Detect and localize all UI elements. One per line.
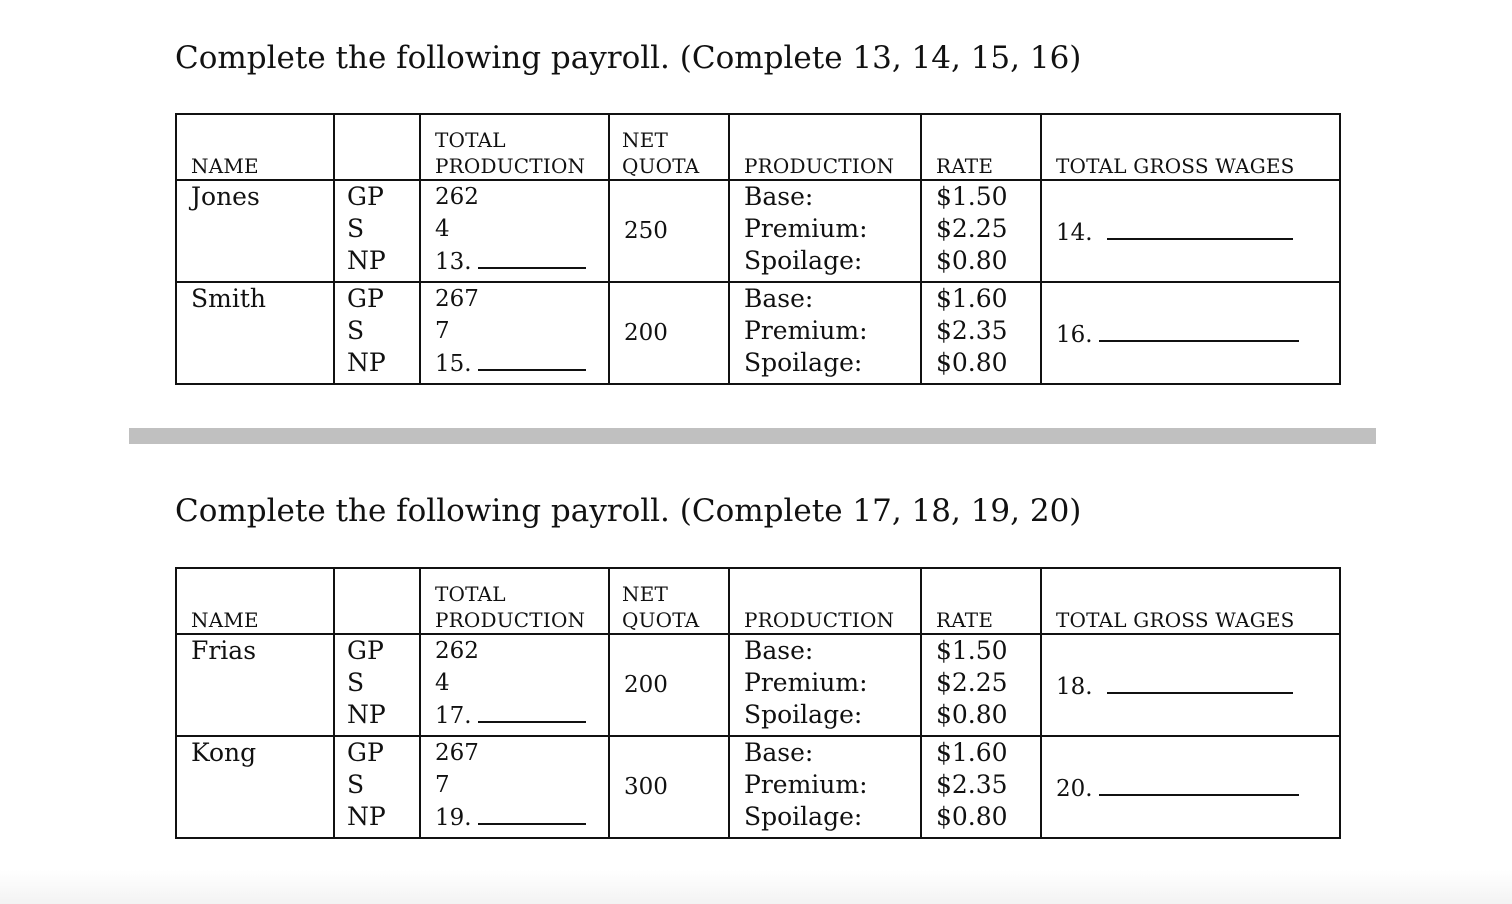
code-np: NP bbox=[347, 700, 386, 729]
np-answer-line[interactable] bbox=[435, 347, 608, 380]
payroll-1-table bbox=[175, 113, 1341, 385]
gp-value: 262 bbox=[435, 638, 479, 664]
np-label: 13. bbox=[435, 249, 472, 275]
table-row bbox=[176, 634, 1340, 736]
header-total-production bbox=[420, 568, 609, 634]
header-total-production-line2: PRODUCTION bbox=[435, 608, 586, 632]
gross-blank[interactable] bbox=[1107, 670, 1293, 694]
rate-premium: $2.35 bbox=[936, 316, 1008, 345]
np-blank[interactable] bbox=[478, 699, 586, 723]
total-production-values bbox=[420, 180, 609, 282]
type-spoilage: Spoilage: bbox=[744, 700, 863, 729]
employee-name: Frias bbox=[176, 634, 334, 736]
type-base: Base: bbox=[744, 636, 814, 665]
rate-spoilage: $0.80 bbox=[936, 802, 1008, 831]
np-label: 15. bbox=[435, 351, 472, 377]
section-divider bbox=[129, 428, 1376, 444]
type-spoilage: Spoilage: bbox=[744, 246, 863, 275]
total-production-values bbox=[420, 634, 609, 736]
net-quota-value: 300 bbox=[609, 736, 729, 838]
rates bbox=[921, 180, 1041, 282]
np-answer-line[interactable] bbox=[435, 245, 608, 278]
net-quota-value: 200 bbox=[609, 634, 729, 736]
rates bbox=[921, 282, 1041, 384]
s-value: 4 bbox=[435, 216, 450, 242]
header-total-gross-wages: TOTAL GROSS WAGES bbox=[1041, 568, 1340, 634]
header-total-gross-wages: TOTAL GROSS WAGES bbox=[1041, 114, 1340, 180]
header-net-quota bbox=[609, 568, 729, 634]
header-total-production-line2: PRODUCTION bbox=[435, 154, 586, 178]
header-net-quota bbox=[609, 114, 729, 180]
page-bottom-shade bbox=[0, 870, 1512, 904]
payroll-1-heading: Complete the following payroll. (Complete 13, 14, 15, 16) bbox=[175, 40, 1082, 76]
header-net-quota-line2: QUOTA bbox=[622, 608, 700, 632]
header-row bbox=[176, 114, 1340, 180]
type-base: Base: bbox=[744, 284, 814, 313]
type-base: Base: bbox=[744, 182, 814, 211]
rates bbox=[921, 736, 1041, 838]
type-premium: Premium: bbox=[744, 316, 868, 345]
production-codes bbox=[334, 282, 420, 384]
rate-base: $1.50 bbox=[936, 636, 1008, 665]
header-rate: RATE bbox=[921, 568, 1041, 634]
header-row bbox=[176, 568, 1340, 634]
production-types bbox=[729, 634, 921, 736]
gross-wages-answer[interactable] bbox=[1041, 282, 1340, 384]
type-premium: Premium: bbox=[744, 668, 868, 697]
employee-name: Jones bbox=[176, 180, 334, 282]
gross-label: 18. bbox=[1056, 674, 1093, 700]
code-gp: GP bbox=[347, 284, 384, 313]
rate-spoilage: $0.80 bbox=[936, 700, 1008, 729]
code-s: S bbox=[347, 316, 365, 345]
code-np: NP bbox=[347, 348, 386, 377]
rates bbox=[921, 634, 1041, 736]
gross-label: 16. bbox=[1056, 322, 1093, 348]
gp-value: 267 bbox=[435, 740, 479, 766]
header-total-production-line1: TOTAL bbox=[435, 128, 506, 152]
type-premium: Premium: bbox=[744, 770, 868, 799]
np-label: 17. bbox=[435, 703, 472, 729]
type-premium: Premium: bbox=[744, 214, 868, 243]
code-s: S bbox=[347, 214, 365, 243]
header-code bbox=[334, 114, 420, 180]
production-codes bbox=[334, 180, 420, 282]
gross-wages-answer[interactable] bbox=[1041, 634, 1340, 736]
table-row bbox=[176, 282, 1340, 384]
payroll-2-heading: Complete the following payroll. (Complete 17, 18, 19, 20) bbox=[175, 493, 1082, 529]
gross-wages-answer[interactable] bbox=[1041, 180, 1340, 282]
code-s: S bbox=[347, 770, 365, 799]
np-blank[interactable] bbox=[478, 245, 586, 269]
s-value: 4 bbox=[435, 670, 450, 696]
header-net-quota-line1: NET bbox=[622, 128, 669, 152]
production-types bbox=[729, 736, 921, 838]
gross-wages-answer[interactable] bbox=[1041, 736, 1340, 838]
rate-spoilage: $0.80 bbox=[936, 348, 1008, 377]
payroll-2-table bbox=[175, 567, 1341, 839]
np-blank[interactable] bbox=[478, 347, 586, 371]
rate-premium: $2.25 bbox=[936, 214, 1008, 243]
s-value: 7 bbox=[435, 318, 450, 344]
header-total-production bbox=[420, 114, 609, 180]
production-types bbox=[729, 180, 921, 282]
total-production-values bbox=[420, 282, 609, 384]
code-gp: GP bbox=[347, 636, 384, 665]
gross-blank[interactable] bbox=[1099, 772, 1299, 796]
rate-base: $1.60 bbox=[936, 738, 1008, 767]
code-np: NP bbox=[347, 246, 386, 275]
rate-base: $1.60 bbox=[936, 284, 1008, 313]
type-spoilage: Spoilage: bbox=[744, 348, 863, 377]
header-production: PRODUCTION bbox=[729, 568, 921, 634]
type-base: Base: bbox=[744, 738, 814, 767]
production-codes bbox=[334, 736, 420, 838]
employee-name: Kong bbox=[176, 736, 334, 838]
code-s: S bbox=[347, 668, 365, 697]
code-np: NP bbox=[347, 802, 386, 831]
rate-premium: $2.35 bbox=[936, 770, 1008, 799]
rate-base: $1.50 bbox=[936, 182, 1008, 211]
header-rate: RATE bbox=[921, 114, 1041, 180]
production-types bbox=[729, 282, 921, 384]
gp-value: 262 bbox=[435, 184, 479, 210]
np-label: 19. bbox=[435, 805, 472, 831]
total-production-values bbox=[420, 736, 609, 838]
gp-value: 267 bbox=[435, 286, 479, 312]
np-answer-line[interactable] bbox=[435, 801, 608, 834]
table-row bbox=[176, 736, 1340, 838]
gross-label: 14. bbox=[1056, 220, 1093, 246]
header-net-quota-line2: QUOTA bbox=[622, 154, 700, 178]
gross-blank[interactable] bbox=[1099, 318, 1299, 342]
s-value: 7 bbox=[435, 772, 450, 798]
gross-blank[interactable] bbox=[1107, 216, 1293, 240]
code-gp: GP bbox=[347, 738, 384, 767]
production-codes bbox=[334, 634, 420, 736]
header-net-quota-line1: NET bbox=[622, 582, 669, 606]
gross-label: 20. bbox=[1056, 776, 1093, 802]
rate-premium: $2.25 bbox=[936, 668, 1008, 697]
rate-spoilage: $0.80 bbox=[936, 246, 1008, 275]
type-spoilage: Spoilage: bbox=[744, 802, 863, 831]
np-answer-line[interactable] bbox=[435, 699, 608, 732]
header-total-production-line1: TOTAL bbox=[435, 582, 506, 606]
np-blank[interactable] bbox=[478, 801, 586, 825]
net-quota-value: 250 bbox=[609, 180, 729, 282]
header-production: PRODUCTION bbox=[729, 114, 921, 180]
net-quota-value: 200 bbox=[609, 282, 729, 384]
employee-name: Smith bbox=[176, 282, 334, 384]
code-gp: GP bbox=[347, 182, 384, 211]
header-name: NAME bbox=[176, 568, 334, 634]
header-code bbox=[334, 568, 420, 634]
table-row bbox=[176, 180, 1340, 282]
header-name: NAME bbox=[176, 114, 334, 180]
